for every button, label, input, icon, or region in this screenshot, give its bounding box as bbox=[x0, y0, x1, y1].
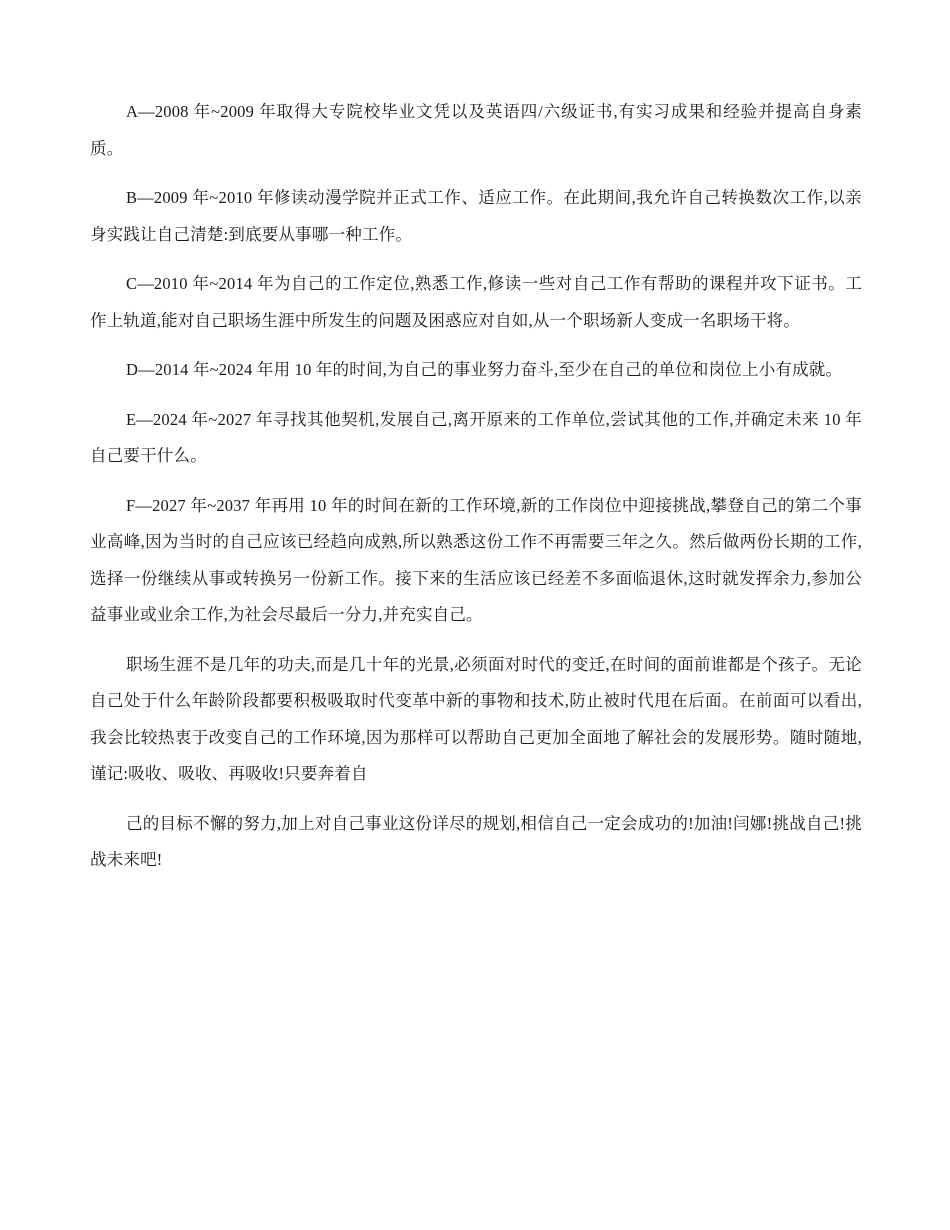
paragraph-stage-a: A—2008 年~2009 年取得大专院校毕业文凭以及英语四/六级证书,有实习成果和经验并提高自身素质。 bbox=[90, 102, 862, 158]
paragraph-stage-c: C—2010 年~2014 年为自己的工作定位,熟悉工作,修读一些对自己工作有帮助的课程并攻下证书。工作上轨道,能对自己职场生涯中所发生的问题及困惑应对自如,从一个职场新人变成一名职场干将。 bbox=[90, 274, 862, 330]
document-page bbox=[90, 94, 862, 892]
paragraph-closing: 己的目标不懈的努力,加上对自己事业这份详尽的规划,相信自己一定会成功的!加油!闫娜!挑战自己!挑战未来吧! bbox=[90, 813, 862, 869]
paragraph-stage-d: D—2014 年~2024 年用 10 年的时间,为自己的事业努力奋斗,至少在自己的单位和岗位上小有成就。 bbox=[126, 360, 843, 379]
paragraph-career-reflection: 职场生涯不是几年的功夫,而是几十年的光景,必须面对时代的变迁,在时间的面前谁都是个孩子。无论自己处于什么年龄阶段都要积极吸取时代变革中新的事物和技术,防止被时代甩在后面。在前面可以看出,我会比较热衷于改变自己的工作环境,因为那样可以帮助自己更加全面地了解社会的发展形势。随时随地,谨记:吸收、吸收、再吸收!只要奔着自 bbox=[90, 654, 862, 783]
paragraph-stage-f: F—2027 年~2037 年再用 10 年的时间在新的工作环境,新的工作岗位中迎接挑战,攀登自己的第二个事业高峰,因为当时的自己应该已经趋向成熟,所以熟悉这份工作不再需要三年之久。然后做两份长期的工作,选择一份继续从事或转换另一份新工作。接下来的生活应该已经差不多面临退休,这时就发挥余力,参加公益事业或业余工作,为社会尽最后一分力,并充实自己。 bbox=[90, 495, 862, 624]
paragraph-stage-b: B—2009 年~2010 年修读动漫学院并正式工作、适应工作。在此期间,我允许自己转换数次工作,以亲身实践让自己清楚:到底要从事哪一种工作。 bbox=[90, 188, 862, 244]
paragraph-stage-e: E—2024 年~2027 年寻找其他契机,发展自己,离开原来的工作单位,尝试其他的工作,并确定未来 10 年自己要干什么。 bbox=[90, 409, 862, 465]
